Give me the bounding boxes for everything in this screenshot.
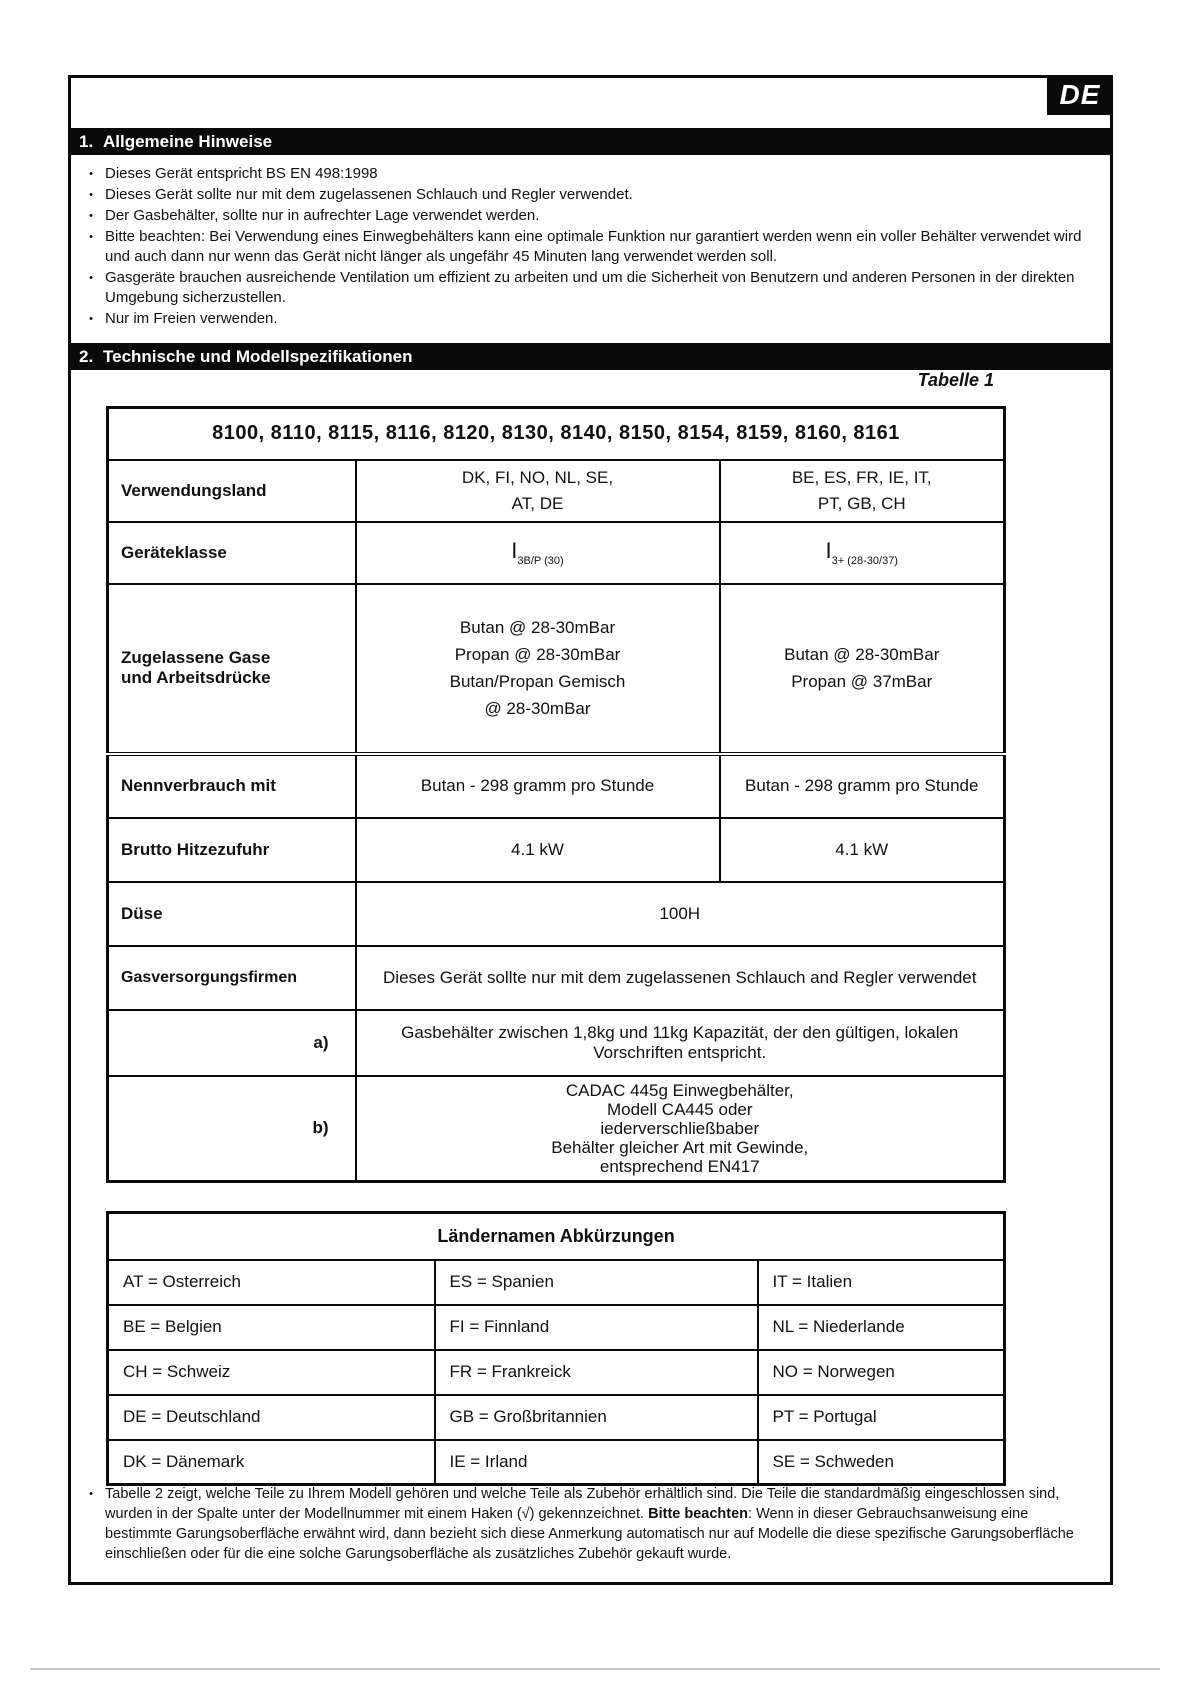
table-cell: Butan - 298 gramm pro Stunde	[356, 754, 720, 818]
spec-row-gasversorgung	[108, 946, 1005, 1010]
scan-artifact-line	[30, 1668, 1160, 1670]
country-cell: NL = Niederlande	[758, 1305, 1005, 1350]
language-badge-text: DE	[1059, 79, 1101, 110]
country-cell: FI = Finnland	[435, 1305, 758, 1350]
spec-row-a	[108, 1010, 1005, 1076]
country-cell: ES = Spanien	[435, 1260, 758, 1305]
gas-class-subscript: 3B/P (30)	[517, 555, 564, 567]
list-item	[77, 206, 1096, 226]
row-label: a)	[108, 1010, 356, 1076]
list-item-text: Nur im Freien verwenden.	[105, 310, 278, 327]
country-table-header	[108, 1213, 1005, 1260]
footnote-text-post: : Wenn in dieser Gebrauchsanweisung eine bestimmte Garungsoberfläche erwähnt wird, dann bezieht sich diese Anmerkung automatisch nur auf Modelle die diese spezifische Garungsoberfläche einschließen oder für die eine solche Garungsoberfläche als zusätzliches Zubehör gekauft wurde.	[105, 1506, 1074, 1562]
gas-class-symbol: I	[511, 538, 518, 563]
bullet-icon: •	[89, 1488, 93, 1500]
bullet-icon: •	[89, 189, 93, 201]
row-label: Zugelassene Gase und Arbeitsdrücke	[108, 584, 356, 754]
country-cell: DE = Deutschland	[108, 1395, 435, 1440]
row-label: Düse	[108, 882, 356, 946]
table-cell: 100H	[356, 882, 1005, 946]
table-cell: BE, ES, FR, IE, IT, PT, GB, CH	[720, 460, 1005, 522]
section-2-header-bar	[71, 343, 1110, 370]
list-item	[77, 309, 1096, 329]
row-label: Brutto Hitzezufuhr	[108, 818, 356, 882]
bullet-icon: •	[89, 168, 93, 180]
row-label: Geräteklasse	[108, 522, 356, 584]
country-cell: BE = Belgien	[108, 1305, 435, 1350]
row-label: Verwendungsland	[108, 460, 356, 522]
country-cell: AT = Osterreich	[108, 1260, 435, 1305]
footnote	[77, 1484, 1094, 1564]
list-item-text: Der Gasbehälter, sollte nur in aufrechter Lage verwendet werden.	[105, 207, 540, 224]
country-cell: IT = Italien	[758, 1260, 1005, 1305]
table-cell: 4.1 kW	[720, 818, 1005, 882]
list-item	[77, 185, 1096, 205]
spec-row-models	[108, 408, 1005, 460]
table-cell: CADAC 445g Einwegbehälter, Modell CA445 oder iederverschließbaber Behälter gleicher Art mit Gewinde, entsprechend EN417	[356, 1076, 1005, 1182]
table-row	[108, 1260, 1005, 1305]
gas-class-subscript: 3+ (28-30/37)	[831, 555, 898, 567]
country-cell: GB = Großbritannien	[435, 1395, 758, 1440]
gas-class-symbol: I	[825, 538, 832, 563]
spec-row-nennverbrauch	[108, 754, 1005, 818]
section-2-number: 2.	[79, 346, 94, 366]
country-cell: DK = Dänemark	[108, 1440, 435, 1485]
page-border-frame	[68, 75, 1113, 1585]
country-cell: FR = Frankreick	[435, 1350, 758, 1395]
table-row	[108, 1440, 1005, 1485]
table-cell: Dieses Gerät sollte nur mit dem zugelassenen Schlauch and Regler verwendet	[356, 946, 1005, 1010]
table-row	[108, 1350, 1005, 1395]
table-cell: Butan @ 28-30mBar Propan @ 28-30mBar Butan/Propan Gemisch @ 28-30mBar	[356, 584, 720, 754]
table-1-caption: Tabelle 1	[917, 370, 994, 390]
row-label: Nennverbrauch mit	[108, 754, 356, 818]
country-table-title: Ländernamen Abkürzungen	[108, 1213, 1005, 1260]
table-row	[108, 1395, 1005, 1440]
list-item-text: Dieses Gerät entspricht BS EN 498:1998	[105, 165, 378, 182]
spec-row-geraeteklasse	[108, 522, 1005, 584]
bullet-icon: •	[89, 313, 93, 325]
bullet-icon: •	[89, 231, 93, 243]
section-1-header-bar	[71, 128, 1110, 155]
section-2-title: Technische und Modellspezifikationen	[103, 346, 413, 366]
section-1-title: Allgemeine Hinweise	[103, 131, 273, 151]
section-1-number: 1.	[79, 131, 94, 151]
list-item	[77, 164, 1096, 184]
table-cell: DK, FI, NO, NL, SE, AT, DE	[356, 460, 720, 522]
bullet-icon: •	[89, 272, 93, 284]
row-label: b)	[108, 1076, 356, 1182]
spec-row-gase	[108, 584, 1005, 754]
table-cell	[720, 522, 1005, 584]
list-item	[77, 227, 1096, 267]
spec-table	[106, 406, 1006, 1183]
spec-row-duese	[108, 882, 1005, 946]
list-item-text: Bitte beachten: Bei Verwendung eines Einwegbehälters kann eine optimale Funktion nur garantiert werden wenn ein voller Behälter verwendet wird und auch dann nur wenn das Gerät nicht länger als ungefähr 45 Minuten lang verwendet werden soll.	[105, 228, 1082, 265]
country-cell: CH = Schweiz	[108, 1350, 435, 1395]
spec-row-brutto	[108, 818, 1005, 882]
language-badge	[1047, 75, 1113, 115]
general-notes-list	[77, 164, 1096, 330]
country-cell: PT = Portugal	[758, 1395, 1005, 1440]
list-item-text: Gasgeräte brauchen ausreichende Ventilation um effizient zu arbeiten und um die Sicherheit von Benutzern und anderen Personen in der direkten Umgebung sicherzustellen.	[105, 269, 1075, 306]
table-cell: 4.1 kW	[356, 818, 720, 882]
list-item-text: Dieses Gerät sollte nur mit dem zugelassenen Schlauch und Regler verwendet.	[105, 186, 633, 203]
table-cell: Butan @ 28-30mBar Propan @ 37mBar	[720, 584, 1005, 754]
bullet-icon: •	[89, 210, 93, 222]
models-header-cell: 8100, 8110, 8115, 8116, 8120, 8130, 8140, 8150, 8154, 8159, 8160, 8161	[108, 408, 1005, 460]
footnote-text-bold: Bitte beachten	[648, 1506, 749, 1522]
country-cell: NO = Norwegen	[758, 1350, 1005, 1395]
table-cell: Butan - 298 gramm pro Stunde	[720, 754, 1005, 818]
country-cell: SE = Schweden	[758, 1440, 1005, 1485]
table-row	[108, 1305, 1005, 1350]
spec-row-b	[108, 1076, 1005, 1182]
row-label: Gasversorgungsfirmen	[108, 946, 356, 1010]
footnote-text-pre: Tabelle 2 zeigt, welche Teile zu Ihrem Modell gehören und welche Teile als Zubehör erhältlich sind. Die Teile die standardmäßig eingeschlossen sind, wurden in der Spalte unter der Modellnummer mit einem Haken (√) gekennzeichnet.	[105, 1486, 1060, 1522]
table-cell	[356, 522, 720, 584]
footnote-text	[105, 1484, 1094, 1564]
list-item	[77, 268, 1096, 308]
country-cell: IE = Irland	[435, 1440, 758, 1485]
spec-row-verwendungsland	[108, 460, 1005, 522]
table-cell: Gasbehälter zwischen 1,8kg und 11kg Kapazität, der den gültigen, lokalen Vorschriften entspricht.	[356, 1010, 1005, 1076]
country-abbreviations-table	[106, 1211, 1006, 1486]
